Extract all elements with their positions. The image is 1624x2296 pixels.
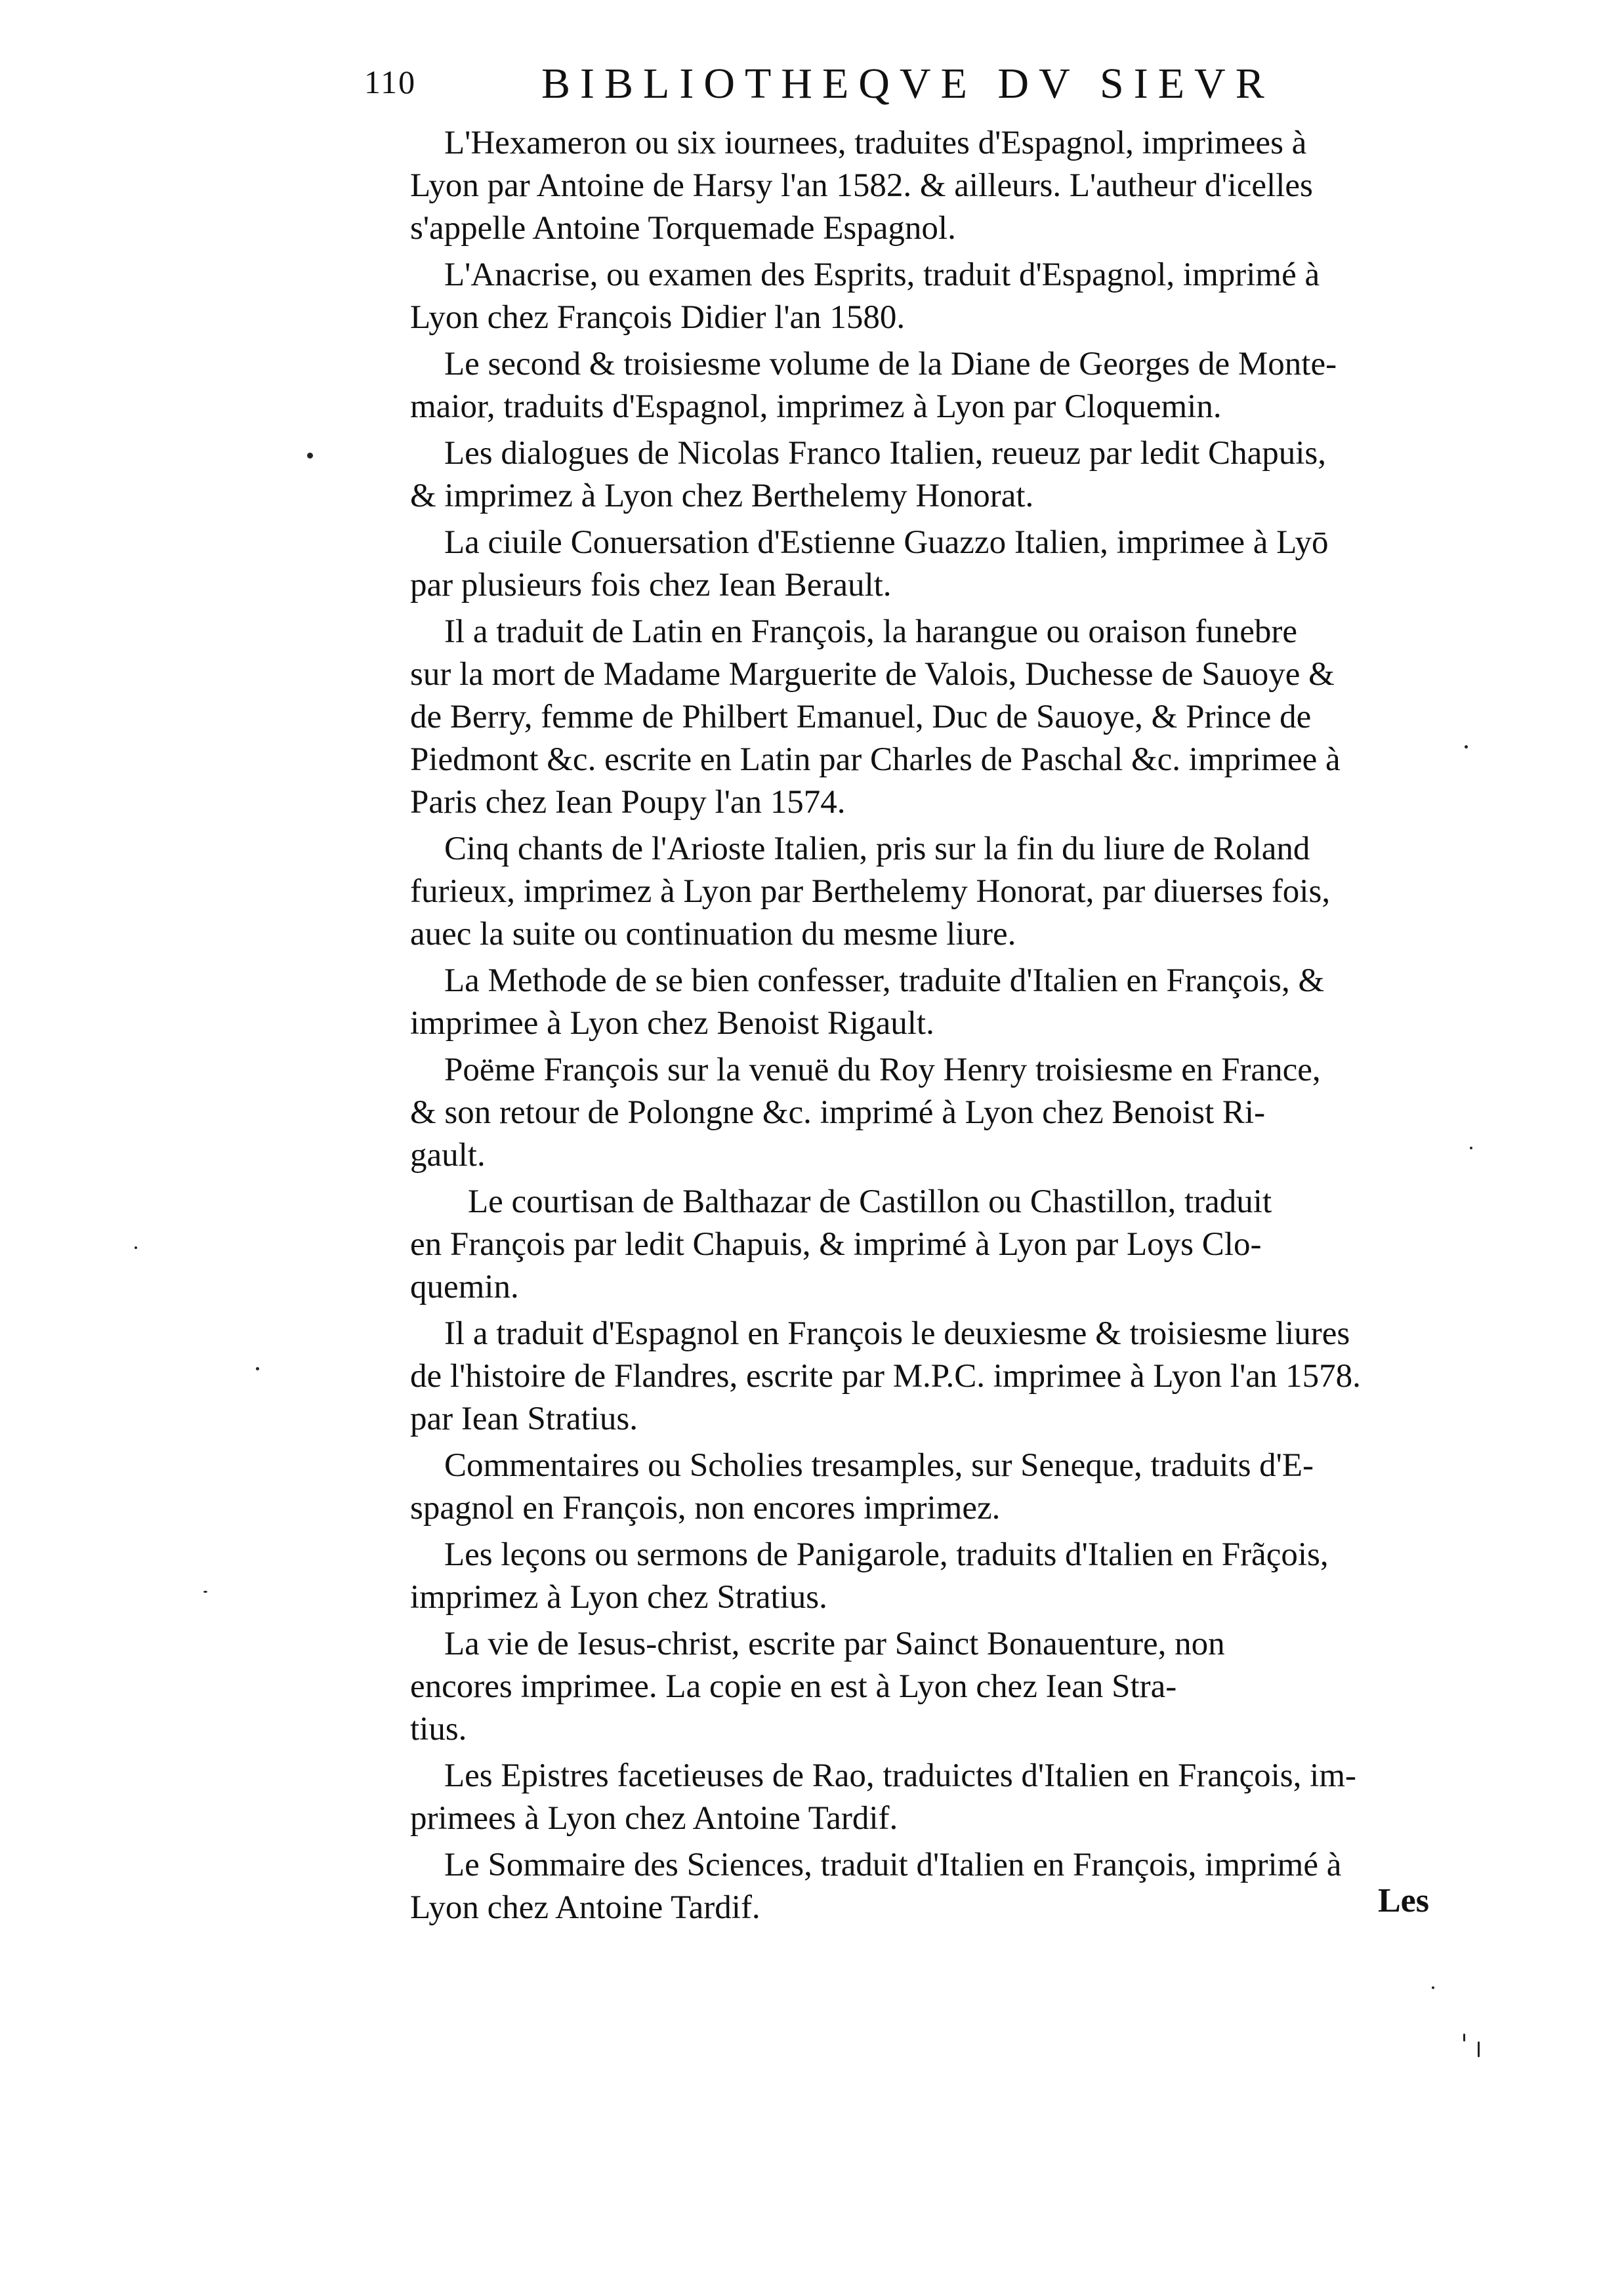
scan-speck	[203, 1591, 207, 1593]
catchword: Les	[1378, 1882, 1429, 1919]
text-line: auec la suite ou continuation du mesme liure.	[410, 916, 1016, 953]
text-line: Le Sommaire des Sciences, traduit d'Italien en François, imprimé à	[444, 1847, 1342, 1883]
text-line: tius.	[410, 1711, 467, 1748]
scan-speck	[1465, 745, 1468, 748]
text-line: en François par ledit Chapuis, & imprimé à Lyon par Loys Clo-	[410, 1226, 1262, 1263]
text-line: Lyon par Antoine de Harsy l'an 1582. & ailleurs. L'autheur d'icelles	[410, 167, 1313, 204]
page-number: 110	[364, 64, 417, 100]
scan-speck	[1432, 1986, 1434, 1989]
text-line: Cinq chants de l'Arioste Italien, pris sur la fin du liure de Roland	[444, 830, 1310, 867]
running-head: BIBLIOTHEQVE DV SIEVR	[541, 60, 1274, 108]
text-line: par Iean Stratius.	[410, 1401, 638, 1437]
scan-speck	[1478, 2041, 1480, 2057]
scan-speck	[135, 1246, 137, 1249]
text-line: Il a traduit d'Espagnol en François le deuxiesme & troisiesme liures	[444, 1315, 1350, 1352]
scan-speck	[307, 453, 313, 459]
scan-speck	[1470, 1147, 1472, 1149]
text-line: encores imprimee. La copie en est à Lyon chez Iean Stra-	[410, 1668, 1177, 1705]
text-line: maior, traduits d'Espagnol, imprimez à Lyon par Cloquemin.	[410, 388, 1222, 425]
text-line: quemin.	[410, 1269, 519, 1305]
text-line: La vie de Iesus-christ, escrite par Sainct Bonauenture, non	[444, 1626, 1225, 1662]
text-line: imprimez à Lyon chez Stratius.	[410, 1579, 827, 1616]
text-line: & imprimez à Lyon chez Berthelemy Honorat.	[410, 478, 1034, 514]
page-header	[364, 60, 1598, 122]
text-line: Le courtisan de Balthazar de Castillon ou Chastillon, traduit	[468, 1183, 1272, 1220]
text-line: & son retour de Polongne &c. imprimé à Lyon chez Benoist Ri-	[410, 1094, 1266, 1131]
text-line: furieux, imprimez à Lyon par Berthelemy Honorat, par diuerses fois,	[410, 873, 1331, 910]
main-text-block	[410, 118, 1447, 1929]
text-line: La Methode de se bien confesser, traduite d'Italien en François, &	[444, 962, 1325, 999]
text-line: Le second & troisiesme volume de la Diane de Georges de Monte-	[444, 346, 1337, 382]
text-line: Commentaires ou Scholies tresamples, sur Seneque, traduits d'E-	[444, 1447, 1314, 1484]
text-line: Les dialogues de Nicolas Franco Italien, reueuz par ledit Chapuis,	[444, 435, 1326, 472]
text-line: s'appelle Antoine Torquemade Espagnol.	[410, 210, 956, 247]
text-line: Lyon chez François Didier l'an 1580.	[410, 299, 906, 336]
text-line: spagnol en François, non encores imprimez.	[410, 1490, 1001, 1527]
text-line: de l'histoire de Flandres, escrite par M.P.C. imprimee à Lyon l'an 1578.	[410, 1358, 1361, 1395]
text-line: Paris chez Iean Poupy l'an 1574.	[410, 784, 846, 821]
text-line: Les Epistres facetieuses de Rao, traduictes d'Italien en François, im-	[444, 1757, 1356, 1794]
text-line: Poëme François sur la venuë du Roy Henry troisiesme en France,	[444, 1052, 1321, 1088]
text-line: sur la mort de Madame Marguerite de Valois, Duchesse de Sauoye &	[410, 656, 1335, 693]
text-line: Lyon chez Antoine Tardif.	[410, 1889, 760, 1926]
text-line: imprimee à Lyon chez Benoist Rigault.	[410, 1005, 934, 1042]
text-line: L'Hexameron ou six iournees, traduites d'Espagnol, imprimees à	[444, 125, 1307, 161]
text-line: Il a traduit de Latin en François, la harangue ou oraison funebre	[444, 613, 1298, 650]
scan-speck	[256, 1367, 259, 1370]
text-line: par plusieurs fois chez Iean Berault.	[410, 567, 892, 604]
scan-speck	[1463, 2034, 1465, 2041]
text-line: primees à Lyon chez Antoine Tardif.	[410, 1800, 898, 1837]
text-line: de Berry, femme de Philbert Emanuel, Duc de Sauoye, & Prince de	[410, 699, 1312, 735]
text-line: L'Anacrise, ou examen des Esprits, traduit d'Espagnol, imprimé à	[444, 256, 1320, 293]
text-line: gault.	[410, 1137, 486, 1174]
text-line: Les leçons ou sermons de Panigarole, traduits d'Italien en Frãçois,	[444, 1536, 1329, 1573]
text-line: La ciuile Conuersation d'Estienne Guazzo Italien, imprimee à Lyō	[444, 524, 1329, 561]
text-line: Piedmont &c. escrite en Latin par Charles de Paschal &c. imprimee à	[410, 741, 1341, 778]
